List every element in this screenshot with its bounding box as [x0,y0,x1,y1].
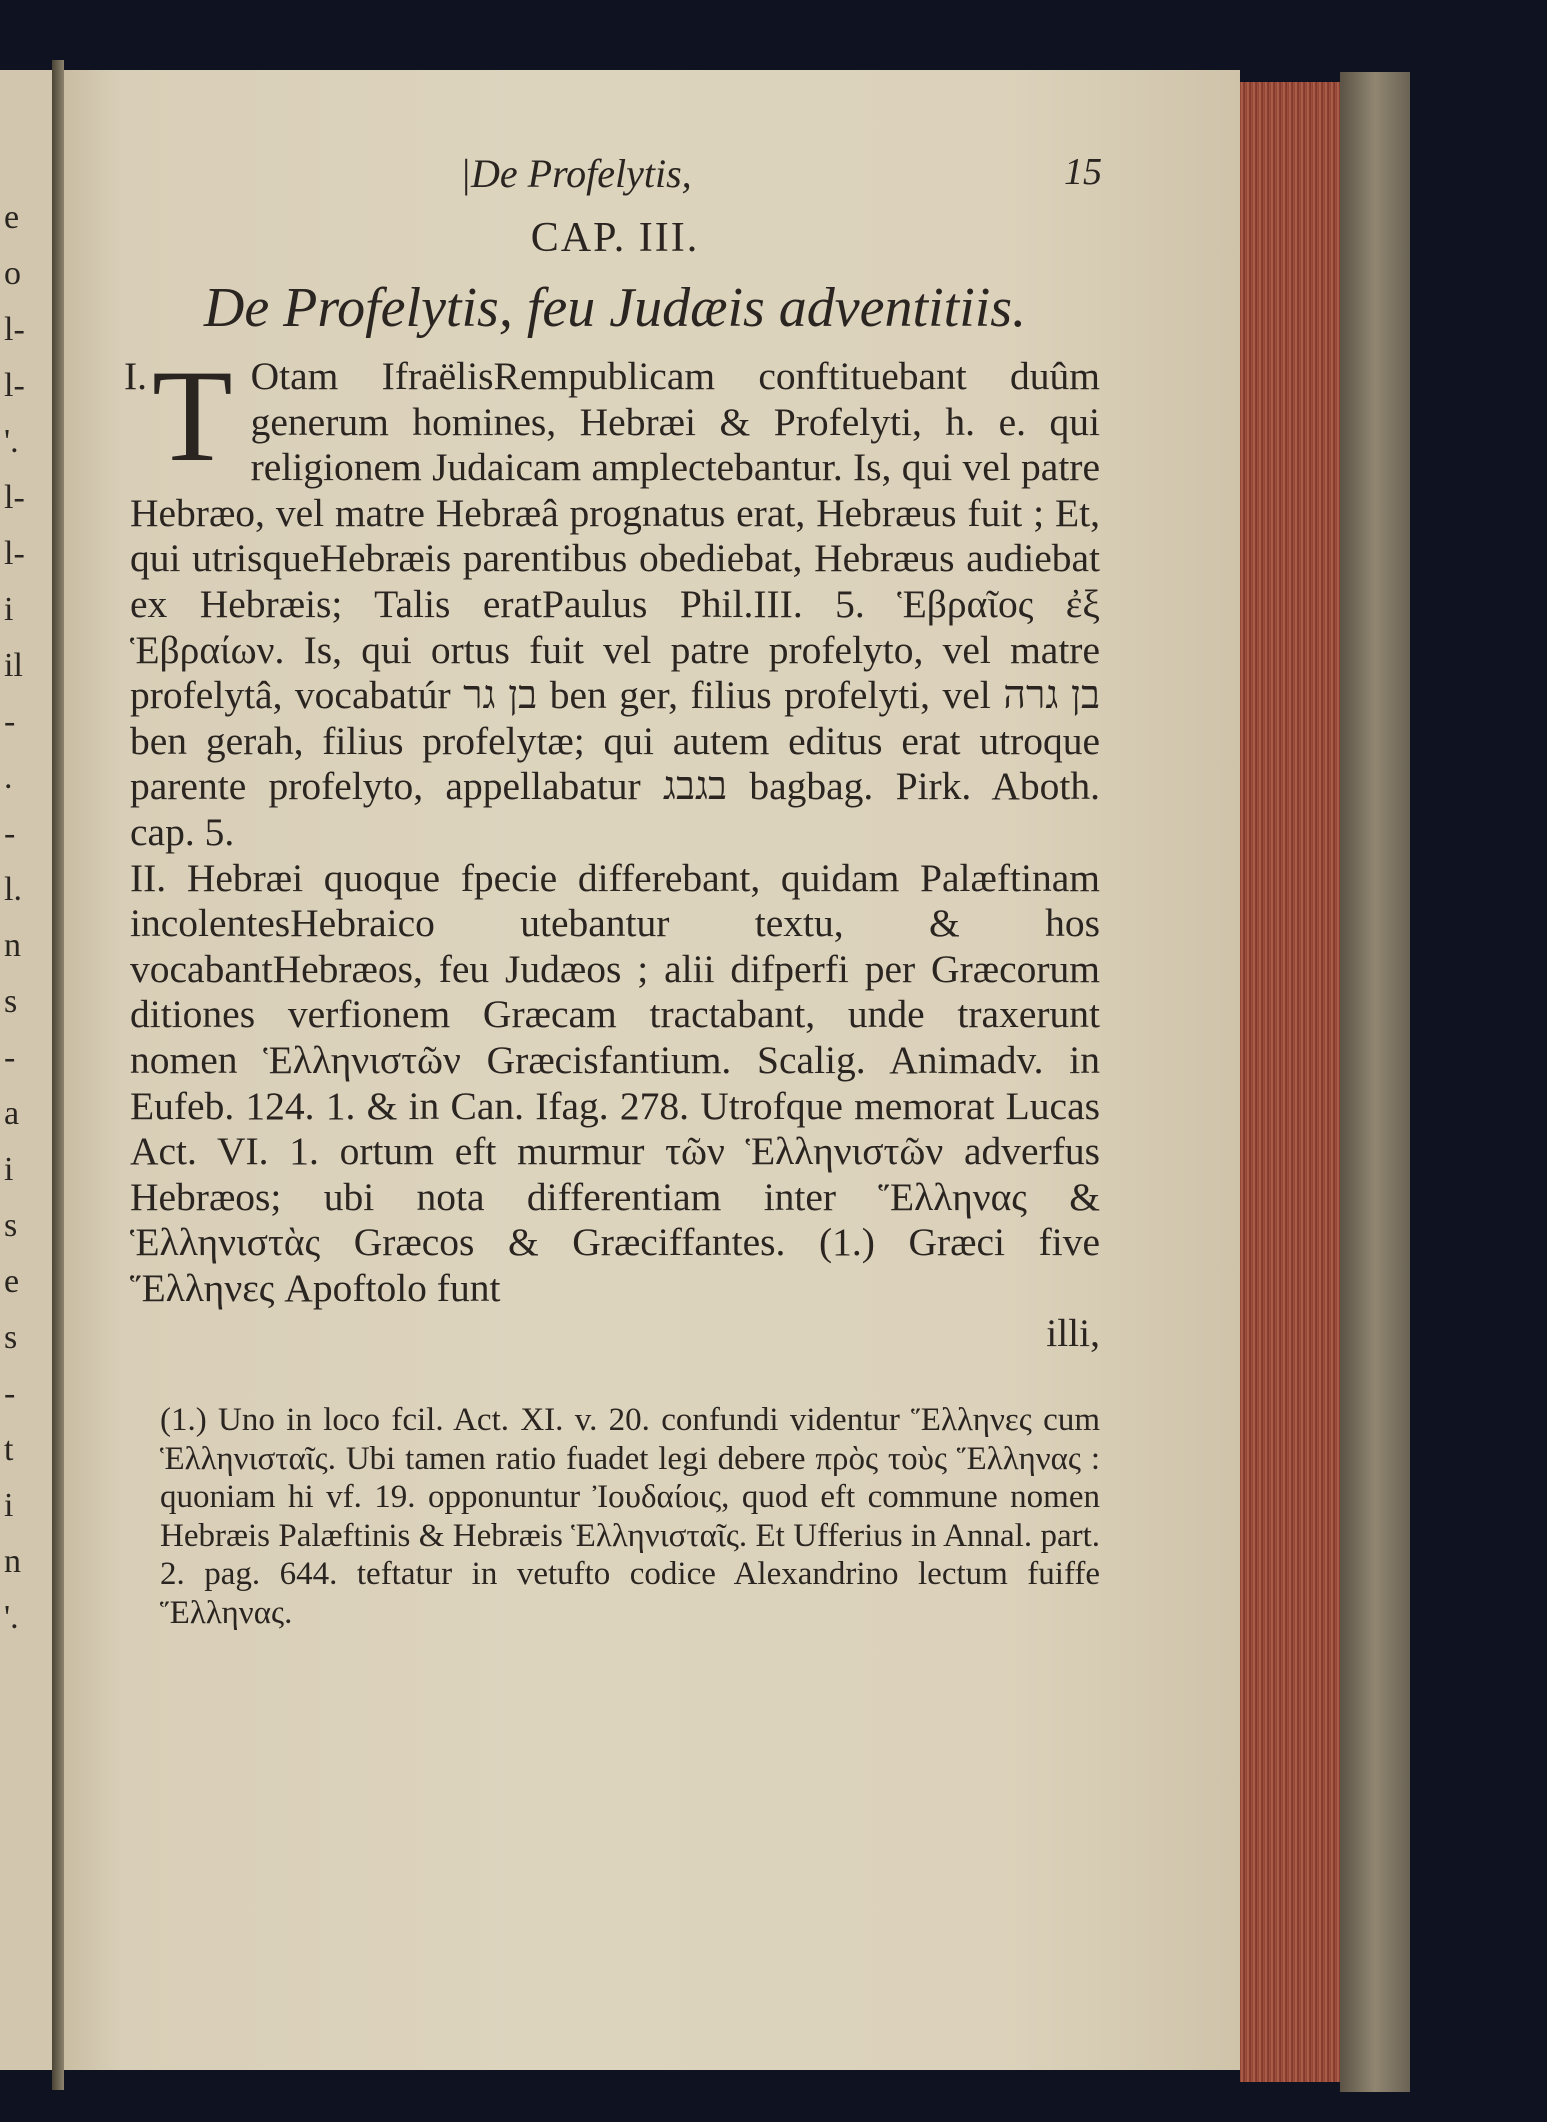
facing-page-glyph: e [4,199,20,236]
page-edges [1240,82,1340,2082]
facing-page-glyph: l- [4,535,25,572]
book-gutter [52,60,64,2090]
paragraph-2: II. Hebræi quoque fpecie differebant, quidam Palæftinam incolentesHebraico utebantur textu, & hos vocabantHebræos, feu Judæos ; alii difperfi per Græcorum ditiones verfionem Græcam tractabant, unde traxerunt nomen Ἑλληνιστῶν Græcisfantium. Scalig. Animadv. in Eufeb. 124. 1. & in Can. Ifag. 278. Utrofque memorat Lucas Act. VI. 1. ortum eft murmur τῶν Ἑλληνιστῶν adverfus Hebræos; ubi nota differentiam inter Ἕλληνας & Ἑλληνιστὰς Græcos & Græciffantes. (1.) Græci five Ἕλληνες Apoftolo funt [130,855,1100,1310]
chapter-title: De Profelytis, feu Judæis adventitiis. [203,277,1027,339]
facing-page-glyph: - [4,1039,16,1076]
facing-page-glyph: i [4,1151,14,1188]
facing-page-glyph: a [4,1095,20,1132]
paragraph-number: I. [124,354,148,398]
drop-cap: T [152,342,233,489]
paragraph-1 [124,342,1101,856]
facing-page-glyph: s [4,1207,18,1244]
facing-page-glyph: l- [4,479,25,516]
facing-page-glyph: l. [4,871,22,908]
footnote [130,1401,1100,1632]
facing-page-glyph: s [4,983,18,1020]
facing-page-glyphs [0,190,50,1646]
facing-page-glyph: '. [4,1599,19,1636]
facing-page-glyph: n [4,1543,21,1580]
footnote-text: (1.) Uno in loco fcil. Act. XI. v. 20. confundi videntur Ἕλληνες cum Ἑλληνισταῖς. Ubi tamen ratio fuadet legi debere πρὸς τοὺς Ἕλληνας : quoniam hi vf. 19. opponuntur Ἰουδαίοις, quod eft commune nomen Hebræis Palæftinis & Hebræis Ἑλληνισταῖς. Et Ufferius in Annal. part. 2. pag. 644. teftatur in vetufto codice Alexandrino lectum fuiffe Ἕλληνας. [160,1402,1100,1631]
facing-page-glyph: i [4,591,14,628]
facing-page-glyph: - [4,1375,16,1412]
running-header [130,150,1100,206]
facing-page-glyph: i [4,1487,14,1524]
facing-page-edge [0,70,54,2070]
facing-page-glyph: - [4,703,16,740]
running-title: |De Profelytis, [460,151,692,196]
facing-page-glyph: e [4,1263,20,1300]
paragraph-1-text: Otam IfraëlisRempublicam conftituebant duûm generum homines, Hebræi & Profelyti, h. e. qui religionem Judaicam amplectebantur. Is, qui vel patre Hebræo, vel matre Hebræâ prognatus erat, Hebræus fuit ; Et, qui utrisqueHebræis parentibus obediebat, Hebræus audiebat ex Hebræis; Talis eratPaulus Phil.III. 5. Ἑβραῖος ἐξ Ἑβραίων. Is, qui ortus fuit vel patre profelyto, vel matre profelytâ, vocabatúr בן גר ben ger, filius profelyti, vel בן גרה ben gerah, filius profelytæ; qui autem editus erat utroque parente profelyto, appellabatur בגבג bagbag. Pirk. Aboth. cap. 5. [130,354,1101,854]
page-number: 15 [1064,151,1102,193]
facing-page-glyph: . [4,759,13,796]
facing-page-glyph: s [4,1319,18,1356]
main-text [124,342,1101,1357]
facing-page-glyph: t [4,1431,14,1468]
facing-page-glyph: o [4,255,21,292]
facing-page-glyph: l- [4,311,25,348]
facing-page-glyph: '. [4,423,19,460]
chapter-number: CAP. III. [530,215,700,261]
catchword: illi, [1046,1311,1100,1356]
facing-page-glyph: n [4,927,21,964]
page-content [124,150,1102,1632]
facing-page-glyph: l- [4,367,25,404]
book-cover [1340,72,1410,2092]
facing-page-glyph: - [4,815,16,852]
facing-page-glyph: il [4,647,23,684]
